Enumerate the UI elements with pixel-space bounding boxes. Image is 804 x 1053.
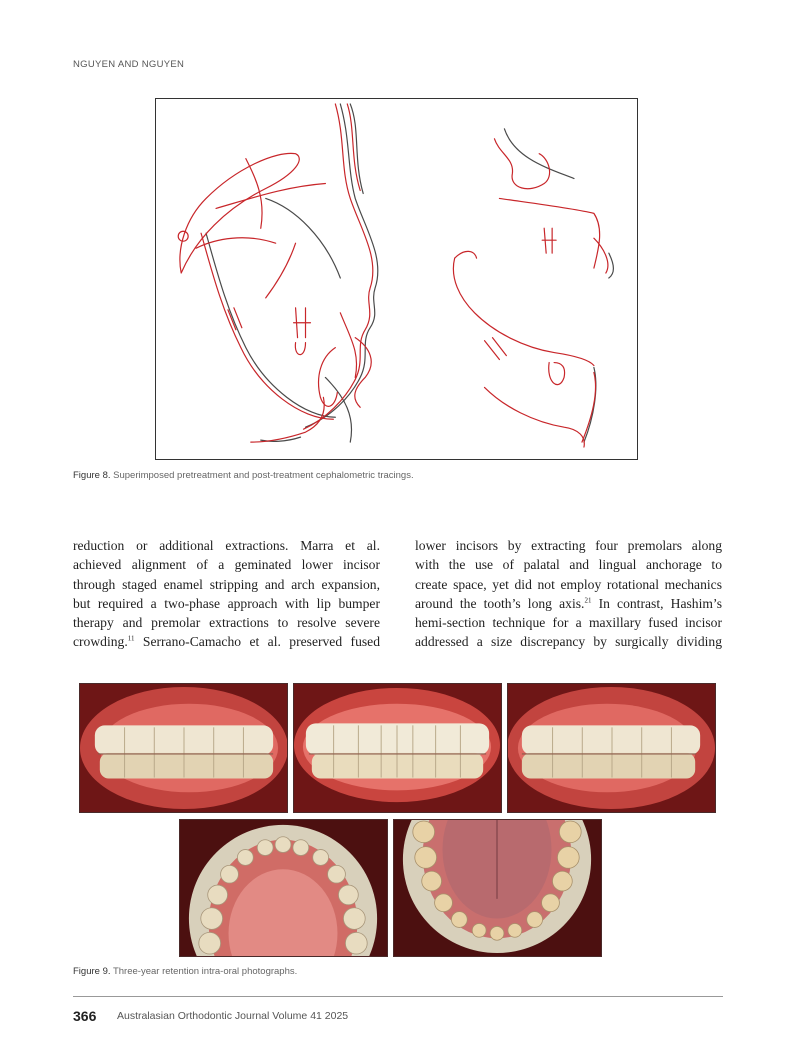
text-line	[415, 594, 722, 613]
photo-left-buccal-view	[507, 683, 716, 813]
text-line: therapy and premolar extractions to resolve severe	[73, 615, 380, 631]
photo-mandibular-occlusal-view	[393, 819, 602, 957]
text-fragment: crowding.	[73, 634, 128, 650]
journal-name: Australasian Orthodontic Journal Volume 41 2025	[117, 1010, 349, 1022]
pretreatment-tracing	[206, 104, 613, 442]
photo-frontal-view	[293, 683, 502, 813]
text-line: achieved alignment of a geminated lower incisor	[73, 557, 380, 573]
text-line: create space, yet did not employ rotational mechanics	[415, 576, 722, 592]
text-line: with the use of palatal and lingual anchorage to	[415, 557, 722, 573]
text-fragment: In contrast, Hashim’s	[591, 595, 722, 611]
figure-9-caption	[73, 966, 297, 977]
body-text-right-column	[415, 536, 722, 652]
figure-8-caption	[73, 470, 414, 481]
figure-9-caption-text: Three-year retention intra-oral photographs.	[112, 966, 298, 977]
photo-image	[508, 684, 715, 812]
citation-superscript: 11	[127, 634, 135, 643]
figure-8-cephalometric-tracings	[155, 98, 638, 460]
photo-image	[80, 684, 287, 812]
page-number: 366	[73, 1008, 97, 1024]
text-line: addressed a size discrepancy by surgically dividing	[415, 634, 722, 650]
text-fragment: around the tooth’s long axis.	[415, 595, 585, 611]
figure-9-label: Figure 9.	[73, 966, 111, 977]
tracing-drawing	[156, 99, 637, 459]
text-line: through staged enamel stripping and arch expansion,	[73, 576, 380, 592]
text-line: reduction or additional extractions. Marra et al.	[73, 538, 380, 553]
posttreatment-tracing	[178, 104, 608, 447]
photo-right-buccal-view	[79, 683, 288, 813]
photo-maxillary-occlusal-view	[179, 819, 388, 957]
text-line: hemi-section technique for a maxillary fused incisor	[415, 615, 722, 631]
text-fragment: Serrano-Camacho et al. preserved fused	[134, 634, 380, 650]
body-text-left-column	[73, 536, 380, 652]
figure-8-label: Figure 8.	[73, 470, 111, 481]
photo-image	[180, 820, 387, 956]
text-line: but required a two-phase approach with lip bumper	[73, 595, 380, 611]
text-line: lower incisors by extracting four premolars along	[415, 538, 722, 553]
figure-8-caption-text: Superimposed pretreatment and post-treatment cephalometric tracings.	[113, 470, 414, 481]
footer-rule	[73, 996, 723, 997]
photo-image	[394, 820, 601, 956]
photo-image	[294, 684, 501, 812]
citation-superscript: 21	[584, 596, 592, 605]
text-line	[73, 632, 380, 651]
running-head: NGUYEN AND NGUYEN	[73, 59, 185, 70]
